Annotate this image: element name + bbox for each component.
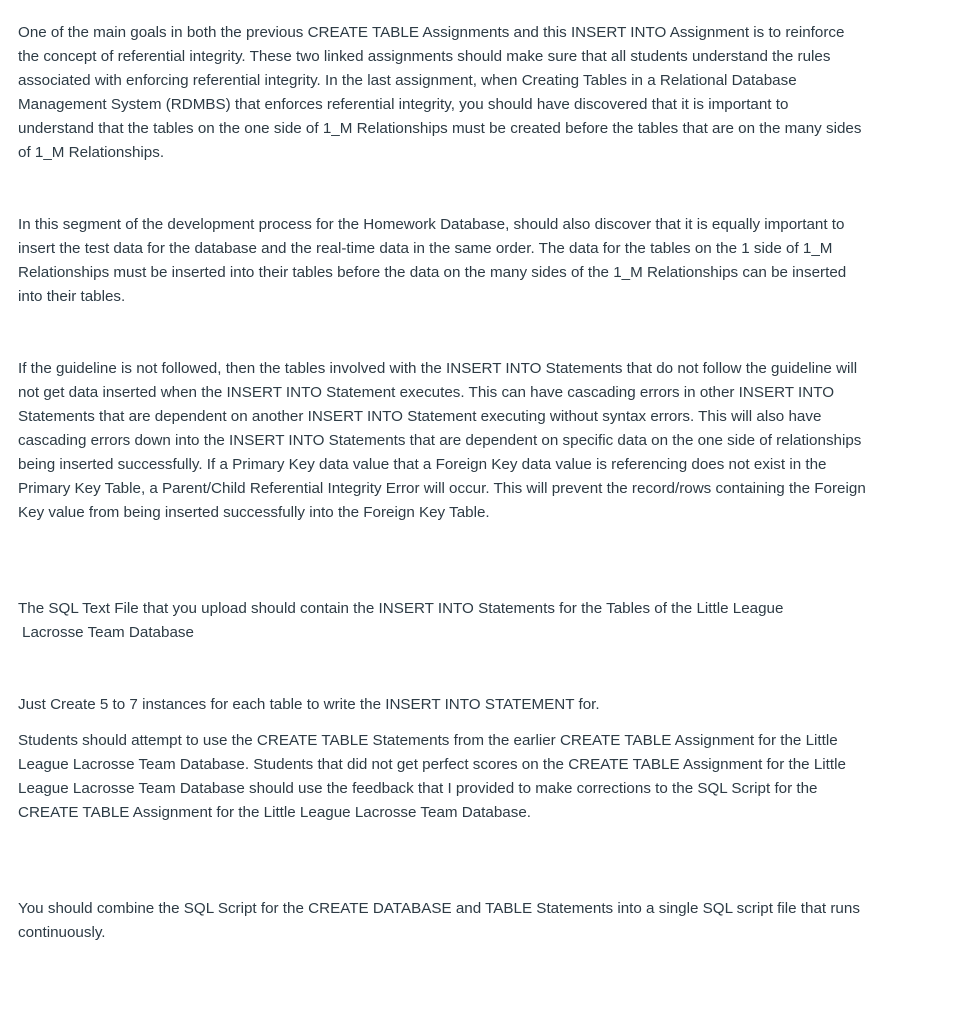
paragraph-upload-requirement <box>18 597 868 645</box>
paragraph-cascading-errors: If the guideline is not followed, then the tables involved with the INSERT INTO Statements that do not follow the guideline will not get data inserted when the INSERT INTO Statement executes. This can have cascading errors in other INSERT INTO Statements that are dependent on another INSERT INTO Statement executing without syntax errors. This will also have cascading errors down into the INSERT INTO Statements that are dependent on specific data on the one side of relationships being inserted successfully. If a Primary Key data value that a Foreign Key data value is referencing does not exist in the Primary Key Table, a Parent/Child Referential Integrity Error will occur. This will prevent the record/rows containing the Foreign Key value from being inserted successfully into the Foreign Key Table. <box>18 360 866 521</box>
assignment-instructions <box>18 21 868 945</box>
upload-requirement-line-2: Lacrosse Team Database <box>22 624 194 641</box>
upload-requirement-line-1: The SQL Text File that you upload should contain the INSERT INTO Statements for the Tables of the Little League <box>18 600 784 617</box>
paragraph-instance-count: Just Create 5 to 7 instances for each table to write the INSERT INTO STATEMENT for. <box>18 696 600 713</box>
paragraph-insert-order: In this segment of the development process for the Homework Database, should also discover that it is equally important to insert the test data for the database and the real-time data in the same order. The data for the tables on the 1 side of 1_M Relationships must be inserted into their tables before the data on the many sides of the 1_M Relationships can be inserted into their tables. <box>18 216 847 305</box>
paragraph-referential-integrity-goal: One of the main goals in both the previous CREATE TABLE Assignments and this INSERT INTO Assignment is to reinforce the concept of referential integrity. These two linked assignments should make sure that all students understand the rules associated with enforcing referential integrity. In the last assignment, when Creating Tables in a Relational Database Management System (RDMBS) that enforces referential integrity, you should have discovered that it is important to understand that the tables on the one side of 1_M Relationships must be created before the tables that are on the many sides of 1_M Relationships. <box>18 24 862 161</box>
paragraph-combine-script: You should combine the SQL Script for the CREATE DATABASE and TABLE Statements into a single SQL script file that runs continuously. <box>18 900 860 941</box>
paragraph-create-table-feedback: Students should attempt to use the CREATE TABLE Statements from the earlier CREATE TABLE Assignment for the Little League Lacrosse Team Database. Students that did not get perfect scores on the CREATE TABLE Assignment for the Little League Lacrosse Team Database should use the feedback that I provided to make corrections to the SQL Script for the CREATE TABLE Assignment for the Little League Lacrosse Team Database. <box>18 732 846 821</box>
